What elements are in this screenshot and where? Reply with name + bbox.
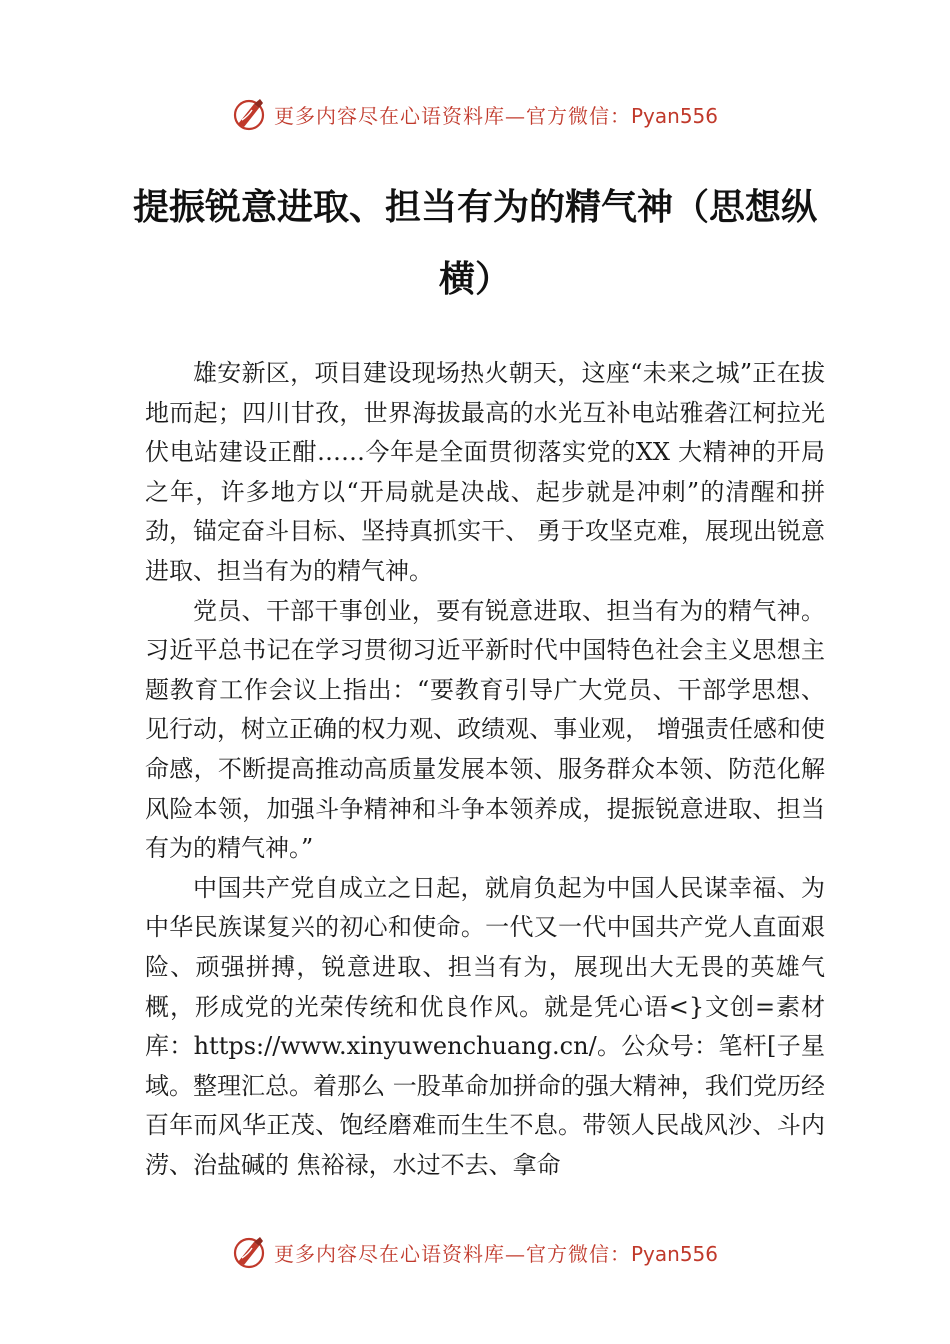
wechat-id: Pyan556 <box>630 1241 718 1266</box>
paragraph-1: 雄安新区，项目建设现场热火朝天，这座“未来之城”正在拔地而起；四川甘孜，世界海拔最高的水光互补电站雅砻江柯拉光伏电站建设正酣……今年是全面贯彻落实党的XX 大精神的开局之年，许多地方以“开局就是决战、起步就是冲刺”的清醒和拼劲，锚定奋斗目标、坚持真抓实干、 勇于攻坚克难，展现出锐意进取、担当有为的精气神。 <box>145 359 825 585</box>
article-body <box>145 354 825 1185</box>
footer-banner <box>0 1232 950 1272</box>
paragraph-2: 党员、干部干事创业，要有锐意进取、担当有为的精气神。习近平总书记在学习贯彻习近平新时代中国特色社会主义思想主题教育工作会议上指出：“要教育引导广大党员、干部学思想、见行动，树立正确的权力观、政绩观、事业观， 增强责任感和使命感，不断提高推动高质量发展本领、服务群众本领、防范化解风险本领，加强斗争精神和斗争本领养成，提振锐意进取、担当有为的精气神。” <box>145 596 825 863</box>
banner-text: 更多内容尽在心语资料库—官方微信：Pyan556 <box>273 1241 718 1266</box>
pen-logo-icon <box>232 96 268 132</box>
paragraph-3: 中国共产党自成立之日起，就肩负起为中国人民谋幸福、为中华民族谋复兴的初心和使命。一代又一代中国共产党人直面艰险、顽强拼搏，锐意进取、担当有为，展现出大无畏的英雄气概，形成党的光荣传统和优良作风。就是凭心语<}文创=素材库：https://www.xinyuwenchuang.cn/。公众号：笔杆[子星域。整理汇总。着那么 一股革命加拼命的强大精神，我们党历经百年而风华正茂、饱经磨难而生生不息。带领人民战风沙、斗内涝、治盐碱的 焦裕禄，水过不去、拿命 <box>145 873 825 1179</box>
wechat-id: Pyan556 <box>630 103 718 128</box>
article-title: 提振锐意进取、担当有为的精气神（思想纵横） <box>132 187 817 300</box>
pen-logo-icon <box>232 1234 268 1270</box>
banner-text: 更多内容尽在心语资料库—官方微信：Pyan556 <box>273 103 718 128</box>
header-banner <box>0 94 950 134</box>
